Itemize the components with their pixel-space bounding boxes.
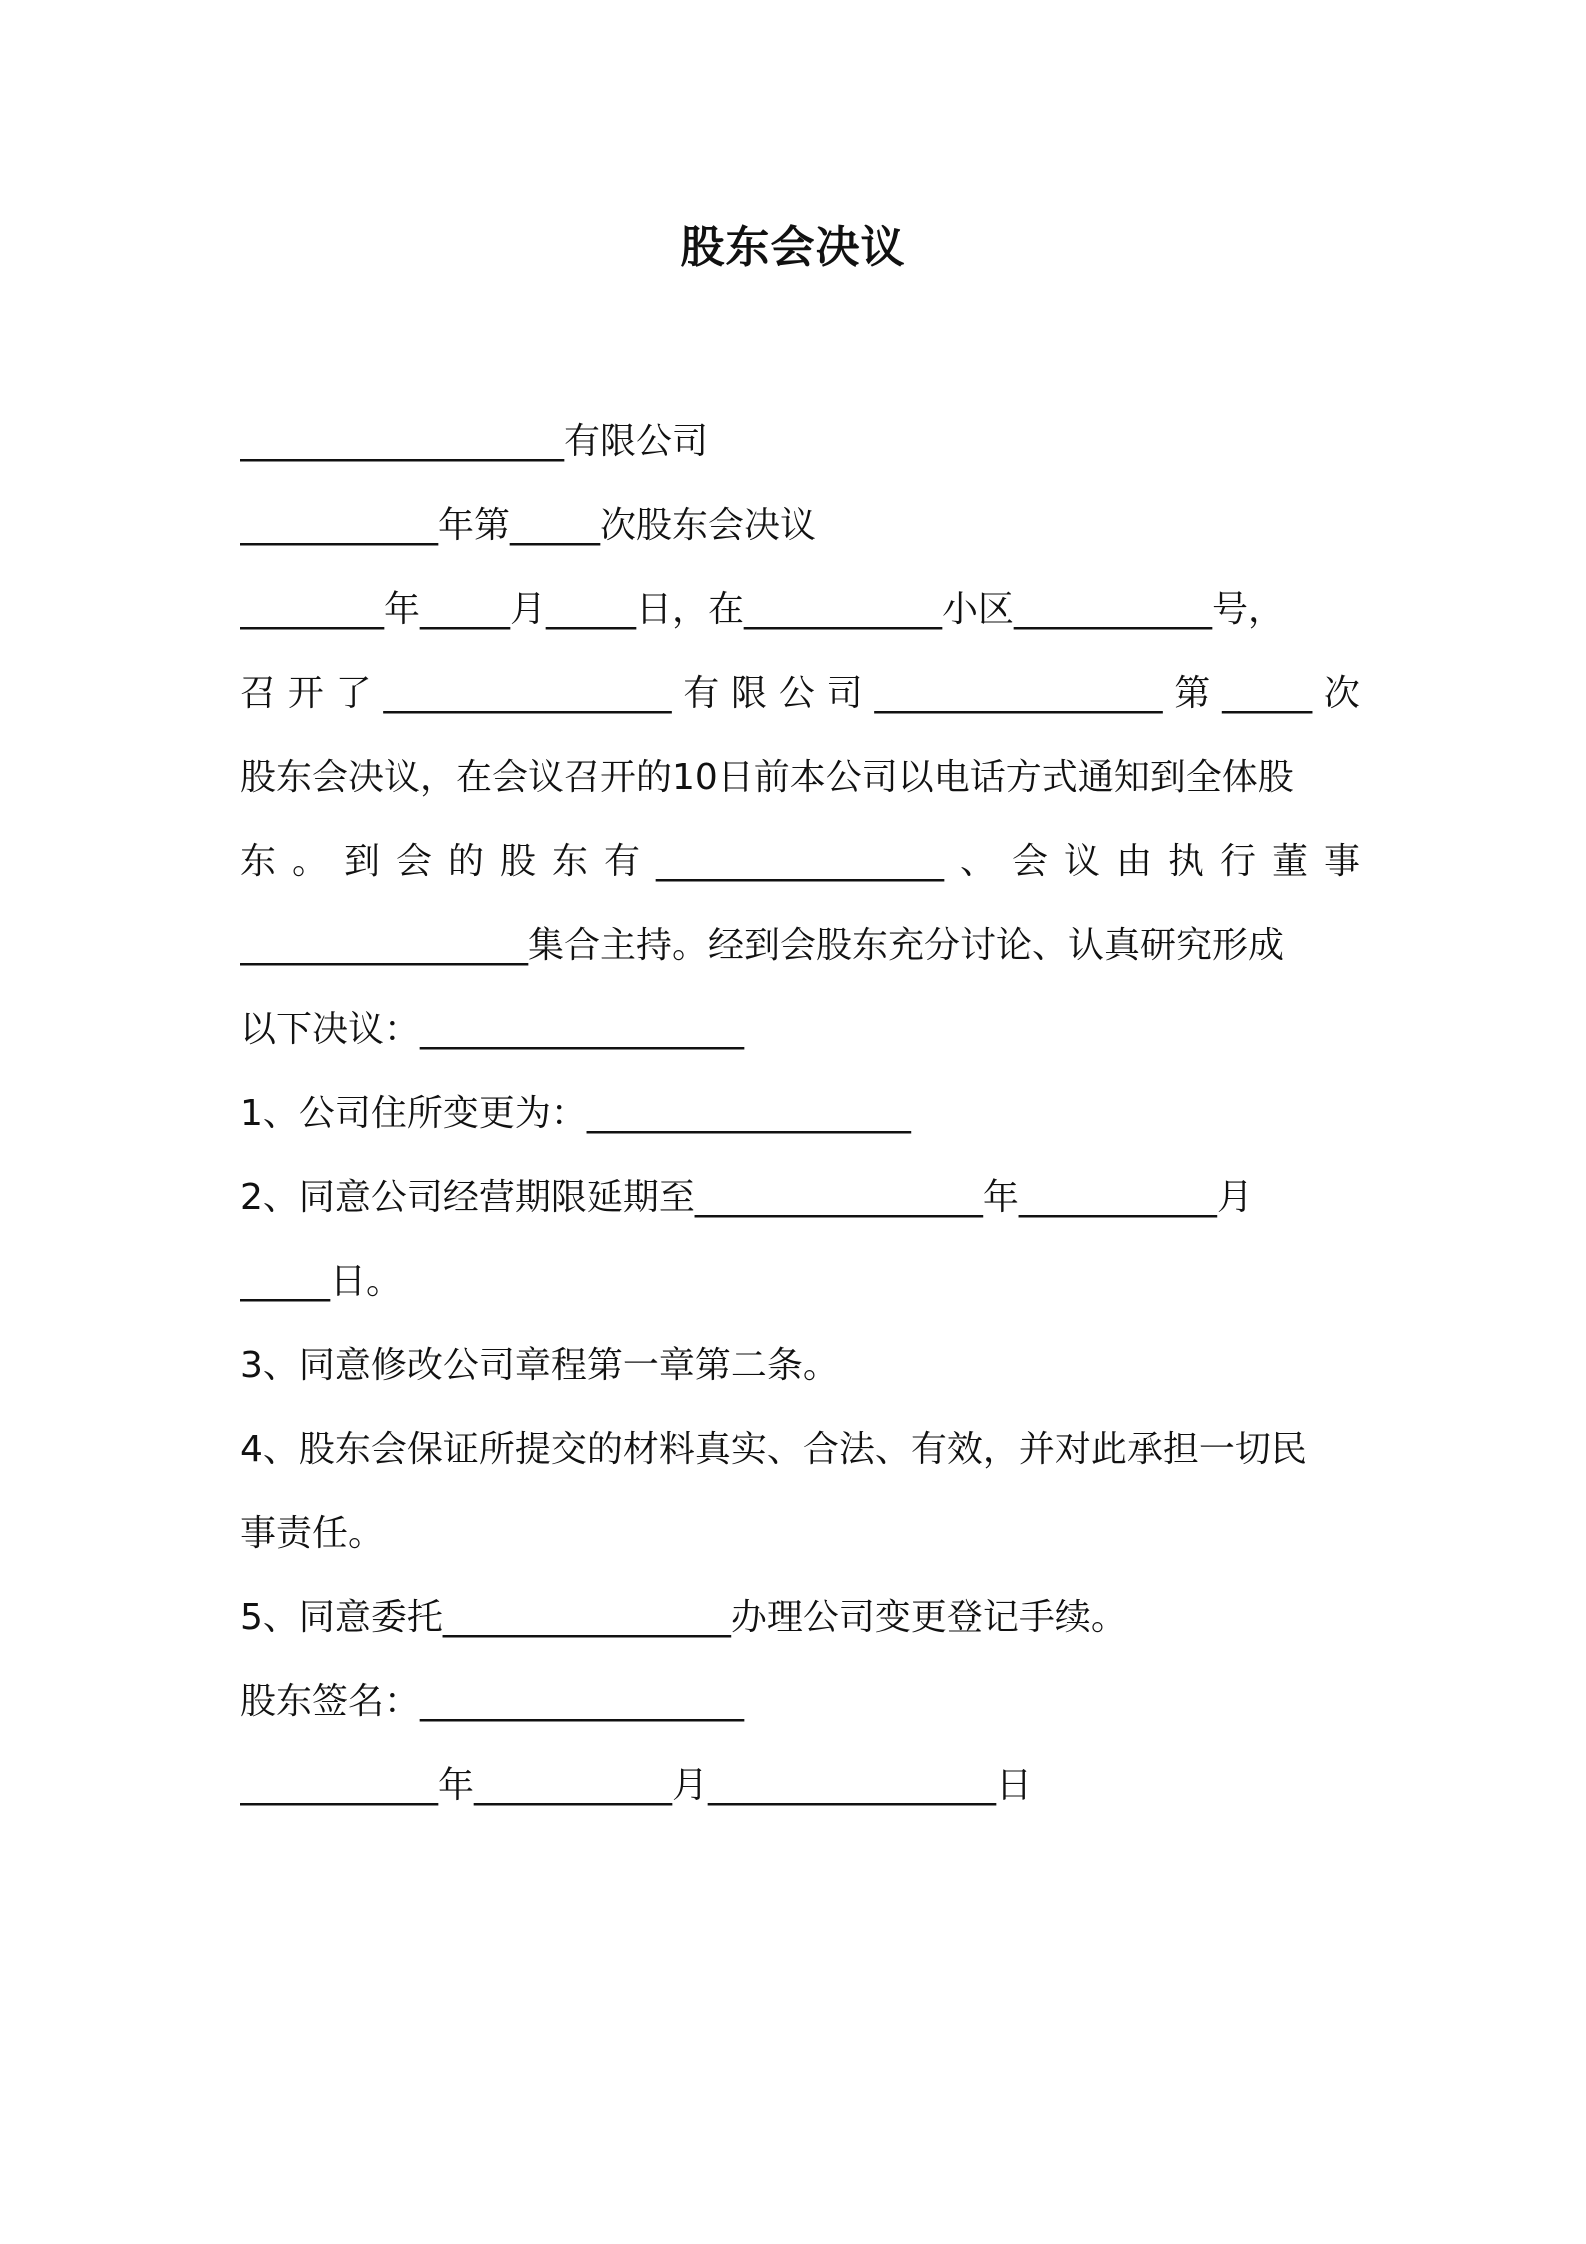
blank-field: _____ <box>1222 673 1313 714</box>
text-segment: 召 <box>240 673 277 714</box>
resolutions-intro-line: 以下决议：__________________ <box>240 1009 745 1050</box>
text-segment: 股 <box>500 841 537 882</box>
blank-field: ________________ <box>383 673 672 714</box>
text-segment: 有 <box>683 673 720 714</box>
resolution-3: 3、同意修改公司章程第一章第二条。 <box>240 1345 839 1386</box>
text-segment: 第 <box>1174 673 1211 714</box>
resolution-1: 1、公司住所变更为：__________________ <box>240 1093 911 1134</box>
meeting-number-line: ___________年第_____次股东会决议 <box>240 505 817 546</box>
resolution-4: 4、股东会保证所提交的材料真实、合法、有效，并对此承担一切民 <box>240 1429 1307 1470</box>
text-segment: 董 <box>1271 841 1308 882</box>
text-segment: 执 <box>1167 841 1204 882</box>
text-segment: 司 <box>826 673 863 714</box>
chair-line: ________________集合主持。经到会股东充分讨论、认真研究形成 <box>240 925 1285 966</box>
text-segment: 公 <box>778 673 815 714</box>
resolution-2-continued: _____日。 <box>240 1261 403 1302</box>
text-segment: 了 <box>335 673 372 714</box>
text-segment: 限 <box>731 673 768 714</box>
shareholder-signature-line: 股东签名：__________________ <box>240 1681 745 1722</box>
text-segment: 的 <box>448 841 485 882</box>
document-body <box>240 400 1360 1828</box>
meeting-convened-line <box>240 652 1360 736</box>
attendees-line <box>240 820 1360 904</box>
text-segment: 次 <box>1323 673 1360 714</box>
text-segment: 。 <box>292 841 329 882</box>
text-segment: 行 <box>1219 841 1256 882</box>
text-segment: 、 <box>959 841 996 882</box>
company-name-line: __________________有限公司 <box>240 421 709 462</box>
text-segment: 由 <box>1115 841 1152 882</box>
resolution-2: 2、同意公司经营期限延期至________________年___________月 <box>240 1177 1253 1218</box>
text-segment: 事 <box>1323 841 1360 882</box>
text-segment: 到 <box>344 841 381 882</box>
meeting-date-location-line: ________年_____月_____日，在___________小区___________号， <box>240 589 1285 630</box>
text-segment: 会 <box>1011 841 1048 882</box>
blank-field: ________________ <box>656 841 944 882</box>
text-segment: 东 <box>552 841 589 882</box>
text-segment: 东 <box>240 841 277 882</box>
notice-line: 股东会决议，在会议召开的10日前本公司以电话方式通知到全体股 <box>240 757 1294 798</box>
text-segment: 有 <box>604 841 641 882</box>
resolution-5: 5、同意委托________________办理公司变更登记手续。 <box>240 1597 1127 1638</box>
text-segment: 议 <box>1063 841 1100 882</box>
text-segment: 开 <box>287 673 324 714</box>
resolution-4-continued: 事责任。 <box>240 1513 385 1554</box>
text-segment: 会 <box>396 841 433 882</box>
blank-field: ________________ <box>874 673 1163 714</box>
document-title: 股东会决议 <box>680 222 906 273</box>
signature-date-line: ___________年___________月________________日 <box>240 1765 1032 1806</box>
